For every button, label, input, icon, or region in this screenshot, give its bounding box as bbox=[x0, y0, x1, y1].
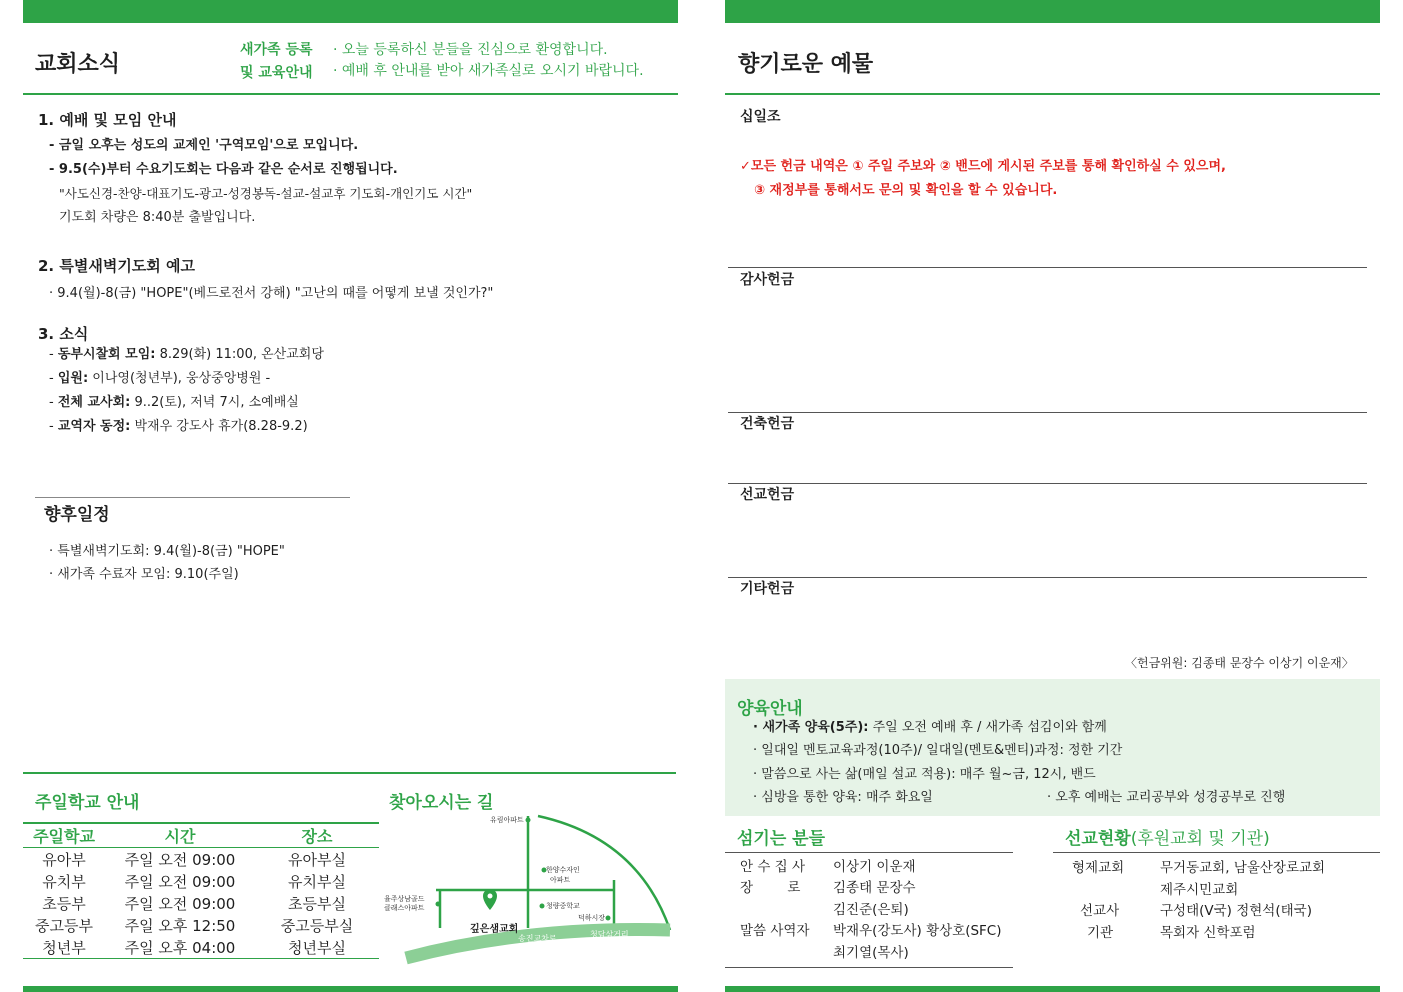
nurture-line-1-text: 주일 오전 예배 후 / 새가족 섬김이와 함께 bbox=[868, 720, 1107, 735]
map-dot-apt1 bbox=[526, 818, 531, 823]
table-cell: 주일 오후 12:50 bbox=[124, 916, 236, 935]
servants-top-divider bbox=[725, 852, 1013, 853]
news-item-text: 이나영(청년부), 웅상중앙병원 - bbox=[88, 371, 271, 386]
section-3-heading: 3. 소식 bbox=[38, 325, 89, 343]
section-1-line-2: - 9.5(수)부터 수요기도회는 다음과 같은 순서로 진행됩니다. bbox=[49, 162, 398, 177]
map-dot-market bbox=[606, 916, 611, 921]
upcoming-line-1: · 특별새벽기도회: 9.4(월)-8(금) "HOPE" bbox=[49, 544, 285, 559]
directions-map[interactable] bbox=[378, 808, 678, 968]
table-cell: 유치부실 bbox=[288, 872, 346, 891]
sunday-school-table bbox=[23, 822, 379, 959]
servant-names: 박재우(강도사) 황상호(SFC) bbox=[833, 923, 1002, 939]
section-1-heading: 1. 예배 및 모임 안내 bbox=[38, 111, 177, 129]
column-header: 주일학교 bbox=[23, 823, 105, 848]
offering-committee: 〈헌금위원: 김종태 문장수 이상기 이운재〉 bbox=[1125, 656, 1354, 670]
mission-role: 선교사 bbox=[1080, 903, 1120, 919]
map-label-apt3a: 율주상남골드 bbox=[384, 895, 425, 903]
servant-names: 김진준(은퇴) bbox=[833, 902, 909, 918]
mission-names: 목회자 신학포럼 bbox=[1160, 925, 1256, 941]
section-2-heading: 2. 특별새벽기도회 예고 bbox=[38, 257, 195, 275]
map-pin-center bbox=[488, 894, 493, 899]
section-1-line-1: - 금일 오후는 성도의 교제인 '구역모임'으로 모입니다. bbox=[49, 138, 359, 153]
map-svg bbox=[378, 808, 678, 968]
nurture-line-3: · 말씀으로 사는 삶(매일 설교 적용): 매주 월~금, 12시, 밴드 bbox=[753, 767, 1096, 782]
news-item-text: 박재우 강도사 휴가(8.28-9.2) bbox=[130, 419, 308, 434]
divider-thanks bbox=[728, 267, 1367, 268]
divider-building bbox=[728, 412, 1367, 413]
newcomer-line-1: · 오늘 등록하신 분들을 진심으로 환영합니다. bbox=[333, 42, 608, 58]
news-item: - 동부시찰회 모임: 8.29(화) 11:00, 온산교회당 bbox=[49, 347, 324, 362]
table-row bbox=[23, 936, 379, 959]
other-offering-label: 기타헌금 bbox=[740, 581, 795, 597]
mission-offering-label: 선교헌금 bbox=[740, 487, 795, 503]
section-1-line-3: "사도신경-찬양-대표기도-광고-성경봉독-설교-설교후 기도회-개인기도 시간" bbox=[59, 186, 473, 201]
mission-role: 형제교회 bbox=[1072, 860, 1125, 876]
news-item-label: 교역자 동정: bbox=[57, 419, 131, 434]
servants-bottom-divider bbox=[725, 967, 1013, 968]
divider-other bbox=[728, 577, 1367, 578]
news-item-text: 8.29(화) 11:00, 온산교회당 bbox=[155, 347, 324, 362]
news-item: - 교역자 동정: 박재우 강도사 휴가(8.28-9.2) bbox=[49, 419, 308, 434]
news-item: - 전체 교사회: 9..2(토), 저녁 7시, 소예배실 bbox=[49, 395, 299, 410]
top-bar-left bbox=[23, 0, 678, 23]
table-cell: 유아부실 bbox=[288, 850, 346, 869]
map-dot-school bbox=[540, 904, 545, 909]
newcomer-label-1: 새가족 등록 bbox=[240, 42, 313, 58]
map-label-apt2a: 한양수자인 bbox=[546, 866, 580, 874]
map-dot-apt3 bbox=[436, 902, 441, 907]
right-header-divider bbox=[725, 93, 1380, 95]
mission-names: 제주시민교회 bbox=[1160, 882, 1239, 898]
map-label-apt2b: 아파트 bbox=[550, 876, 571, 884]
table-cell: 유치부 bbox=[42, 872, 86, 891]
table-cell: 중고등부 bbox=[35, 916, 93, 935]
map-label-school: 청량중학교 bbox=[546, 902, 580, 910]
table-cell: 초등부실 bbox=[288, 894, 346, 913]
servant-names: 김종태 문장수 bbox=[833, 880, 916, 896]
tithe-label: 십일조 bbox=[740, 109, 781, 125]
building-offering-label: 건축헌금 bbox=[740, 416, 795, 432]
column-header: 시간 bbox=[105, 823, 255, 848]
offering-notice-2: ③ 재정부를 통해서도 문의 및 확인을 할 수 있습니다. bbox=[754, 183, 1058, 198]
table-header-row bbox=[23, 823, 379, 848]
mission-role: 기관 bbox=[1087, 925, 1114, 941]
upcoming-divider bbox=[35, 497, 350, 498]
servant-role: 말씀 사역자 bbox=[740, 923, 810, 939]
bottom-section-divider-left bbox=[23, 772, 676, 774]
servants-title: 섬기는 분들 bbox=[737, 829, 826, 849]
thanks-offering-label: 감사헌금 bbox=[740, 272, 795, 288]
missions-top-divider bbox=[1053, 852, 1380, 853]
divider-mission bbox=[728, 483, 1367, 484]
section-1-line-4: 기도회 차량은 8:40분 출발입니다. bbox=[59, 210, 256, 225]
news-item-label: 전체 교사회: bbox=[57, 395, 131, 410]
table-row bbox=[23, 848, 379, 871]
news-item-label: 동부시찰회 모임: bbox=[57, 347, 156, 362]
bottom-bar-left bbox=[23, 986, 678, 992]
news-item-text: 9..2(토), 저녁 7시, 소예배실 bbox=[130, 395, 299, 410]
news-item-label: 입원: bbox=[57, 371, 89, 386]
nurture-line-1-label: · 새가족 양육(5주): bbox=[753, 720, 869, 735]
bottom-bar-right bbox=[725, 986, 1380, 992]
upcoming-title: 향후일정 bbox=[44, 505, 110, 525]
map-label-apt1: 유림아파트 bbox=[490, 816, 524, 824]
table-cell: 주일 오전 09:00 bbox=[124, 850, 236, 869]
table-cell: 중고등부실 bbox=[280, 916, 354, 935]
map-label-road1: 송진교차로 bbox=[518, 934, 557, 943]
table-cell: 초등부 bbox=[42, 894, 86, 913]
table-cell: 주일 오전 09:00 bbox=[124, 872, 236, 891]
section-2-line-1: · 9.4(월)-8(금) "HOPE"(베드로전서 강해) "고난의 때를 어떻게 보낼 것인가?" bbox=[49, 286, 494, 301]
left-header-divider bbox=[23, 93, 678, 95]
page-title-church-news: 교회소식 bbox=[35, 52, 121, 77]
map-label-church: 깊은샘교회 bbox=[470, 924, 519, 935]
news-item: - 입원: 이나영(청년부), 웅상중앙병원 - bbox=[49, 371, 271, 386]
table-row bbox=[23, 914, 379, 936]
servant-names: 이상기 이운재 bbox=[833, 859, 916, 875]
map-label-apt3b: 클래스아파트 bbox=[384, 904, 425, 912]
page-title-offerings: 향기로운 예물 bbox=[738, 52, 874, 77]
table-cell: 유아부 bbox=[42, 850, 86, 869]
table-row bbox=[23, 870, 379, 892]
newcomer-line-2: · 예배 후 안내를 받아 새가족실로 오시기 바랍니다. bbox=[333, 63, 644, 79]
servant-names: 최기열(목사) bbox=[833, 945, 909, 961]
table-cell: 청년부실 bbox=[255, 936, 379, 959]
sunday-school-title: 주일학교 안내 bbox=[35, 793, 140, 813]
column-header: 장소 bbox=[255, 823, 379, 848]
mission-names: 무거동교회, 남울산장로교회 bbox=[1160, 860, 1326, 876]
servant-role: 장 로 bbox=[740, 880, 801, 896]
map-pin-icon bbox=[483, 889, 497, 910]
table-row bbox=[23, 892, 379, 914]
missions-title bbox=[1065, 824, 1270, 849]
newcomer-label-2: 및 교육안내 bbox=[240, 65, 313, 81]
nurture-line-1 bbox=[753, 719, 1107, 737]
missions-title-main: 선교현황 bbox=[1065, 829, 1131, 849]
map-label-road2: 청담삼거리 bbox=[590, 930, 629, 939]
directions-title: 찾아오시는 길 bbox=[389, 793, 494, 813]
table-cell: 주일 오후 04:00 bbox=[105, 936, 255, 959]
nurture-line-5: · 오후 예배는 교리공부와 성경공부로 진행 bbox=[1047, 790, 1286, 805]
offering-notice-1: ✓모든 헌금 내역은 ① 주일 주보와 ② 밴드에 게시된 주보를 통해 확인하실 수 있으며, bbox=[740, 159, 1226, 174]
map-label-market: 덕하시장 bbox=[578, 914, 606, 922]
table-cell: 청년부 bbox=[23, 936, 105, 959]
table-cell: 주일 오전 09:00 bbox=[124, 894, 236, 913]
upcoming-line-2: · 새가족 수료자 모임: 9.10(주일) bbox=[49, 567, 239, 582]
top-bar-right bbox=[725, 0, 1380, 23]
servant-role: 안 수 집 사 bbox=[740, 859, 806, 875]
missions-title-sub: (후원교회 및 기관) bbox=[1130, 829, 1270, 849]
mission-names: 구성태(V국) 정현석(태국) bbox=[1160, 903, 1312, 919]
nurture-title: 양육안내 bbox=[737, 699, 803, 719]
nurture-line-2: · 일대일 멘토교육과정(10주)/ 일대일(멘토&멘티)과정: 정한 기간 bbox=[753, 743, 1123, 758]
nurture-line-4: · 심방을 통한 양육: 매주 화요일 bbox=[753, 790, 933, 805]
